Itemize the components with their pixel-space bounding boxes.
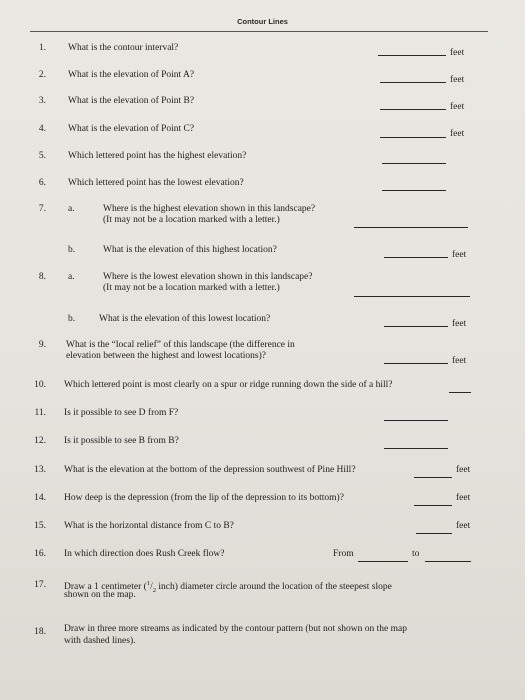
question-text: Where is the lowest elevation shown in this landscape?	[103, 272, 313, 282]
question-text: What is the horizontal distance from C to B?	[64, 521, 234, 531]
question-text: What is the elevation of Point A?	[68, 70, 195, 80]
question-note: (It may not be a location marked with a letter.)	[103, 215, 280, 225]
question-text: Draw in three more streams as indicated by the contour pattern (but not shown on the map	[64, 624, 407, 634]
question-text: What is the elevation at the bottom of the depression southwest of Pine Hill?	[64, 465, 356, 475]
answer-blank[interactable]	[384, 363, 448, 364]
unit-label: feet	[450, 75, 465, 85]
answer-blank[interactable]	[449, 392, 471, 393]
question-text: Which lettered point is most clearly on a spur or ridge running down the side of a hill?	[64, 380, 393, 390]
question-number: 15.	[34, 521, 46, 531]
answer-blank[interactable]	[380, 109, 446, 110]
unit-label: feet	[452, 319, 467, 329]
from-label: From	[333, 549, 354, 559]
to-answer-blank[interactable]	[425, 561, 471, 562]
question-text-line2: with dashed lines).	[64, 636, 136, 646]
question-number: 13.	[34, 465, 46, 475]
unit-label: feet	[450, 102, 465, 112]
fraction-numerator: 1	[146, 580, 151, 587]
answer-blank[interactable]	[414, 477, 452, 478]
unit-label: feet	[456, 521, 471, 531]
answer-blank[interactable]	[354, 296, 470, 297]
question-number: 7.	[38, 204, 46, 214]
page-title: Contour Lines	[237, 17, 288, 26]
question-number: 9.	[38, 340, 46, 350]
answer-blank[interactable]	[416, 533, 452, 534]
question-text: Draw a 1 centimeter ($^1/_2$ inch) diameter circle around the location of the steepest slope	[64, 580, 392, 595]
question-text: Which lettered point has the highest elevation?	[68, 151, 247, 161]
answer-blank[interactable]	[380, 137, 446, 138]
question-number: 1.	[38, 43, 46, 53]
sub-label: b.	[68, 245, 76, 255]
sub-label: a.	[68, 204, 75, 214]
from-answer-blank[interactable]	[358, 561, 408, 562]
question-number: 14.	[34, 493, 46, 503]
question-number: 18.	[34, 627, 46, 637]
question-text: Is it possible to see B from B?	[64, 436, 179, 446]
to-label: to	[412, 549, 420, 559]
fraction-denominator: 2	[152, 587, 156, 595]
question-text: What is the elevation of Point C?	[68, 124, 195, 134]
unit-label: feet	[452, 356, 467, 366]
question-number: 3.	[38, 96, 46, 106]
question-text: What is the elevation of this highest location?	[103, 245, 277, 255]
answer-blank[interactable]	[378, 55, 446, 56]
question-number: 6.	[38, 178, 46, 188]
question-text: Is it possible to see D from F?	[64, 408, 179, 418]
question-text-line2: shown on the map.	[64, 590, 136, 600]
question-text: What is the “local relief” of this landscape (the difference in	[66, 340, 295, 350]
answer-blank[interactable]	[380, 82, 446, 83]
unit-label: feet	[452, 250, 467, 260]
question-text: What is the elevation of Point B?	[68, 96, 195, 106]
unit-label: feet	[456, 493, 471, 503]
question-text-line2: elevation between the highest and lowest locations)?	[66, 351, 266, 361]
question-text: How deep is the depression (from the lip of the depression to its bottom)?	[64, 493, 344, 503]
question-text: In which direction does Rush Creek flow?	[64, 549, 225, 559]
question-text: What is the contour interval?	[68, 43, 179, 53]
question-number: 16.	[34, 549, 46, 559]
unit-label: feet	[456, 465, 471, 475]
question-number: 8.	[38, 272, 46, 282]
sub-label: b.	[68, 314, 76, 324]
question-number: 12.	[34, 436, 46, 446]
answer-blank[interactable]	[354, 227, 468, 228]
question-number: 5.	[38, 151, 46, 161]
question-number: 11.	[34, 408, 46, 418]
answer-blank[interactable]	[384, 448, 448, 449]
question-text-part1: Draw a 1 centimeter (	[64, 582, 147, 593]
answer-blank[interactable]	[384, 326, 448, 327]
question-number: 17.	[34, 580, 46, 590]
unit-label: feet	[450, 129, 465, 139]
question-text: Where is the highest elevation shown in this landscape?	[103, 204, 316, 214]
question-text: What is the elevation of this lowest location?	[99, 314, 271, 324]
sub-label: a.	[68, 272, 75, 282]
question-note: (It may not be a location marked with a letter.)	[103, 283, 280, 293]
question-number: 4.	[38, 124, 46, 134]
header-rule	[30, 31, 488, 32]
answer-blank[interactable]	[414, 505, 452, 506]
unit-label: feet	[450, 48, 465, 58]
question-number: 10.	[34, 380, 46, 390]
answer-blank[interactable]	[382, 163, 446, 164]
answer-blank[interactable]	[382, 190, 446, 191]
answer-blank[interactable]	[384, 257, 448, 258]
question-text: Which lettered point has the lowest elevation?	[68, 178, 244, 188]
question-text-part2: inch) diameter circle around the location of the steepest slope	[155, 582, 392, 593]
answer-blank[interactable]	[384, 420, 448, 421]
question-number: 2.	[38, 70, 46, 80]
